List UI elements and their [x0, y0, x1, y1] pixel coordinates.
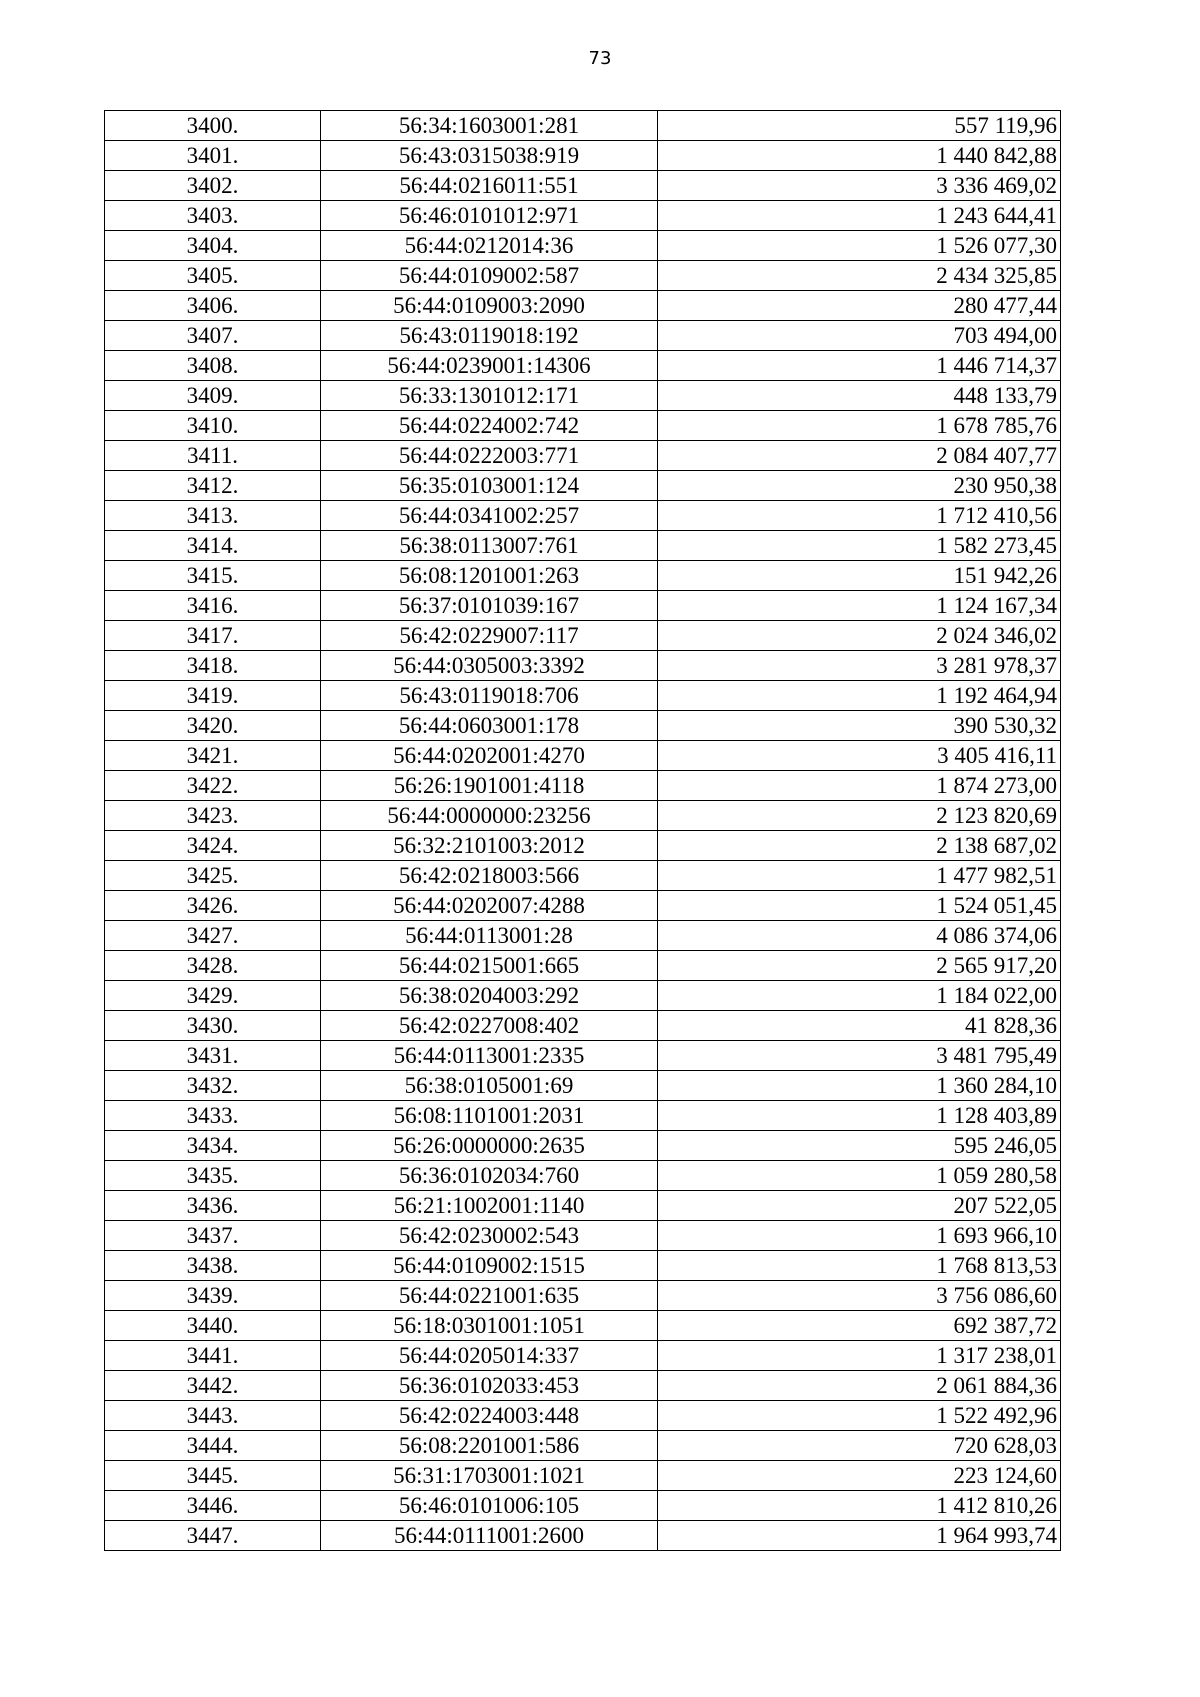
table-row [105, 801, 1061, 831]
cadastral-number-cell: 56:37:0101039:167 [321, 591, 658, 621]
table-row [105, 621, 1061, 651]
cadastral-number-cell: 56:36:0102033:453 [321, 1371, 658, 1401]
row-number-cell: 3400. [105, 111, 321, 141]
row-number-cell: 3442. [105, 1371, 321, 1401]
cadastral-value-cell: 280 477,44 [658, 291, 1061, 321]
table-row [105, 1191, 1061, 1221]
cadastral-number-cell: 56:44:0222003:771 [321, 441, 658, 471]
cadastral-value-cell: 557 119,96 [658, 111, 1061, 141]
cadastral-value-cell: 1 440 842,88 [658, 141, 1061, 171]
cadastral-value-cell: 2 565 917,20 [658, 951, 1061, 981]
row-number-cell: 3422. [105, 771, 321, 801]
cadastral-number-cell: 56:44:0215001:665 [321, 951, 658, 981]
table-row [105, 1521, 1061, 1551]
cadastral-number-cell: 56:44:0239001:14306 [321, 351, 658, 381]
row-number-cell: 3411. [105, 441, 321, 471]
row-number-cell: 3417. [105, 621, 321, 651]
cadastral-value-cell: 207 522,05 [658, 1191, 1061, 1221]
row-number-cell: 3440. [105, 1311, 321, 1341]
table-row [105, 681, 1061, 711]
cadastral-value-cell: 1 128 403,89 [658, 1101, 1061, 1131]
table-row [105, 1431, 1061, 1461]
cadastral-number-cell: 56:43:0315038:919 [321, 141, 658, 171]
cadastral-number-cell: 56:44:0221001:635 [321, 1281, 658, 1311]
cadastral-number-cell: 56:46:0101012:971 [321, 201, 658, 231]
table-row [105, 741, 1061, 771]
cadastral-value-cell: 3 481 795,49 [658, 1041, 1061, 1071]
cadastral-number-cell: 56:44:0205014:337 [321, 1341, 658, 1371]
cadastral-number-cell: 56:38:0204003:292 [321, 981, 658, 1011]
row-number-cell: 3436. [105, 1191, 321, 1221]
cadastral-value-cell: 390 530,32 [658, 711, 1061, 741]
cadastral-number-cell: 56:44:0111001:2600 [321, 1521, 658, 1551]
cadastral-value-cell: 1 768 813,53 [658, 1251, 1061, 1281]
cadastral-value-cell: 3 405 416,11 [658, 741, 1061, 771]
table-row [105, 771, 1061, 801]
cadastral-number-cell: 56:44:0341002:257 [321, 501, 658, 531]
table-row [105, 441, 1061, 471]
row-number-cell: 3438. [105, 1251, 321, 1281]
row-number-cell: 3431. [105, 1041, 321, 1071]
table-row [105, 1041, 1061, 1071]
table-row [105, 861, 1061, 891]
cadastral-value-cell: 223 124,60 [658, 1461, 1061, 1491]
row-number-cell: 3437. [105, 1221, 321, 1251]
row-number-cell: 3421. [105, 741, 321, 771]
cadastral-number-cell: 56:08:2201001:586 [321, 1431, 658, 1461]
table-row [105, 411, 1061, 441]
cadastral-number-cell: 56:42:0230002:543 [321, 1221, 658, 1251]
row-number-cell: 3407. [105, 321, 321, 351]
cadastral-value-cell: 1 964 993,74 [658, 1521, 1061, 1551]
row-number-cell: 3401. [105, 141, 321, 171]
cadastral-value-cell: 2 024 346,02 [658, 621, 1061, 651]
row-number-cell: 3414. [105, 531, 321, 561]
row-number-cell: 3416. [105, 591, 321, 621]
cadastral-number-cell: 56:36:0102034:760 [321, 1161, 658, 1191]
row-number-cell: 3447. [105, 1521, 321, 1551]
row-number-cell: 3402. [105, 171, 321, 201]
row-number-cell: 3426. [105, 891, 321, 921]
table-row [105, 1221, 1061, 1251]
row-number-cell: 3420. [105, 711, 321, 741]
table-row [105, 711, 1061, 741]
table-row [105, 321, 1061, 351]
cadastral-number-cell: 56:44:0000000:23256 [321, 801, 658, 831]
table-row [105, 1371, 1061, 1401]
cadastral-number-cell: 56:44:0202007:4288 [321, 891, 658, 921]
cadastral-number-cell: 56:43:0119018:706 [321, 681, 658, 711]
cadastral-number-cell: 56:44:0212014:36 [321, 231, 658, 261]
table-row [105, 1491, 1061, 1521]
cadastral-number-cell: 56:44:0603001:178 [321, 711, 658, 741]
cadastral-number-cell: 56:44:0109002:587 [321, 261, 658, 291]
cadastral-number-cell: 56:44:0305003:3392 [321, 651, 658, 681]
cadastral-number-cell: 56:33:1301012:171 [321, 381, 658, 411]
cadastral-value-cell: 1 712 410,56 [658, 501, 1061, 531]
row-number-cell: 3427. [105, 921, 321, 951]
cadastral-number-cell: 56:44:0109002:1515 [321, 1251, 658, 1281]
table-row [105, 1251, 1061, 1281]
table-row [105, 171, 1061, 201]
cadastral-value-cell: 1 317 238,01 [658, 1341, 1061, 1371]
cadastral-number-cell: 56:42:0224003:448 [321, 1401, 658, 1431]
cadastral-number-cell: 56:38:0105001:69 [321, 1071, 658, 1101]
cadastral-value-cell: 1 522 492,96 [658, 1401, 1061, 1431]
table-row [105, 1101, 1061, 1131]
cadastral-value-cell: 3 336 469,02 [658, 171, 1061, 201]
table-row [105, 381, 1061, 411]
cadastral-value-cell: 1 678 785,76 [658, 411, 1061, 441]
table-row [105, 831, 1061, 861]
cadastral-number-cell: 56:38:0113007:761 [321, 531, 658, 561]
row-number-cell: 3413. [105, 501, 321, 531]
cadastral-number-cell: 56:44:0109003:2090 [321, 291, 658, 321]
cadastral-value-cell: 1 059 280,58 [658, 1161, 1061, 1191]
cadastral-number-cell: 56:44:0113001:28 [321, 921, 658, 951]
row-number-cell: 3418. [105, 651, 321, 681]
cadastral-value-cell: 1 360 284,10 [658, 1071, 1061, 1101]
cadastral-number-cell: 56:21:1002001:1140 [321, 1191, 658, 1221]
cadastral-value-cell: 1 526 077,30 [658, 231, 1061, 261]
table-row [105, 231, 1061, 261]
row-number-cell: 3446. [105, 1491, 321, 1521]
cadastral-value-cell: 1 524 051,45 [658, 891, 1061, 921]
cadastral-value-cell: 448 133,79 [658, 381, 1061, 411]
table-row [105, 351, 1061, 381]
table-row [105, 111, 1061, 141]
row-number-cell: 3441. [105, 1341, 321, 1371]
cadastral-number-cell: 56:26:0000000:2635 [321, 1131, 658, 1161]
row-number-cell: 3406. [105, 291, 321, 321]
cadastral-value-table [104, 110, 1061, 1551]
cadastral-value-cell: 1 243 644,41 [658, 201, 1061, 231]
cadastral-value-cell: 1 693 966,10 [658, 1221, 1061, 1251]
cadastral-value-cell: 230 950,38 [658, 471, 1061, 501]
row-number-cell: 3409. [105, 381, 321, 411]
cadastral-value-cell: 703 494,00 [658, 321, 1061, 351]
cadastral-value-cell: 2 123 820,69 [658, 801, 1061, 831]
row-number-cell: 3445. [105, 1461, 321, 1491]
cadastral-number-cell: 56:42:0229007:117 [321, 621, 658, 651]
table-row [105, 591, 1061, 621]
cadastral-value-cell: 2 061 884,36 [658, 1371, 1061, 1401]
row-number-cell: 3425. [105, 861, 321, 891]
cadastral-number-cell: 56:31:1703001:1021 [321, 1461, 658, 1491]
row-number-cell: 3404. [105, 231, 321, 261]
row-number-cell: 3430. [105, 1011, 321, 1041]
cadastral-number-cell: 56:08:1101001:2031 [321, 1101, 658, 1131]
table-row [105, 1311, 1061, 1341]
row-number-cell: 3408. [105, 351, 321, 381]
cadastral-value-cell: 2 138 687,02 [658, 831, 1061, 861]
cadastral-value-cell: 1 477 982,51 [658, 861, 1061, 891]
table-row [105, 1461, 1061, 1491]
cadastral-value-cell: 3 281 978,37 [658, 651, 1061, 681]
row-number-cell: 3439. [105, 1281, 321, 1311]
row-number-cell: 3428. [105, 951, 321, 981]
cadastral-value-cell: 1 192 464,94 [658, 681, 1061, 711]
table-row [105, 1131, 1061, 1161]
cadastral-value-cell: 720 628,03 [658, 1431, 1061, 1461]
cadastral-value-cell: 41 828,36 [658, 1011, 1061, 1041]
cadastral-value-cell: 2 434 325,85 [658, 261, 1061, 291]
row-number-cell: 3415. [105, 561, 321, 591]
table-row [105, 261, 1061, 291]
row-number-cell: 3433. [105, 1101, 321, 1131]
row-number-cell: 3410. [105, 411, 321, 441]
table-row [105, 291, 1061, 321]
row-number-cell: 3435. [105, 1161, 321, 1191]
cadastral-number-cell: 56:34:1603001:281 [321, 111, 658, 141]
cadastral-value-cell: 1 582 273,45 [658, 531, 1061, 561]
cadastral-value-cell: 1 446 714,37 [658, 351, 1061, 381]
row-number-cell: 3434. [105, 1131, 321, 1161]
cadastral-number-cell: 56:32:2101003:2012 [321, 831, 658, 861]
row-number-cell: 3403. [105, 201, 321, 231]
table-row [105, 141, 1061, 171]
row-number-cell: 3432. [105, 1071, 321, 1101]
cadastral-number-cell: 56:46:0101006:105 [321, 1491, 658, 1521]
cadastral-value-cell: 2 084 407,77 [658, 441, 1061, 471]
cadastral-number-cell: 56:26:1901001:4118 [321, 771, 658, 801]
cadastral-number-cell: 56:44:0216011:551 [321, 171, 658, 201]
cadastral-value-cell: 1 874 273,00 [658, 771, 1061, 801]
table-row [105, 981, 1061, 1011]
table-row [105, 1341, 1061, 1371]
table-row [105, 921, 1061, 951]
row-number-cell: 3423. [105, 801, 321, 831]
cadastral-value-cell: 4 086 374,06 [658, 921, 1061, 951]
cadastral-number-cell: 56:08:1201001:263 [321, 561, 658, 591]
cadastral-value-cell: 595 246,05 [658, 1131, 1061, 1161]
table-row [105, 1401, 1061, 1431]
table-row [105, 1161, 1061, 1191]
table-body [105, 111, 1061, 1551]
row-number-cell: 3419. [105, 681, 321, 711]
row-number-cell: 3429. [105, 981, 321, 1011]
table-row [105, 561, 1061, 591]
table-row [105, 1071, 1061, 1101]
page-number: 73 [588, 48, 612, 69]
cadastral-value-cell: 1 412 810,26 [658, 1491, 1061, 1521]
cadastral-number-cell: 56:42:0227008:402 [321, 1011, 658, 1041]
row-number-cell: 3443. [105, 1401, 321, 1431]
row-number-cell: 3412. [105, 471, 321, 501]
cadastral-value-cell: 692 387,72 [658, 1311, 1061, 1341]
cadastral-value-cell: 1 124 167,34 [658, 591, 1061, 621]
table-row [105, 1011, 1061, 1041]
cadastral-value-cell: 151 942,26 [658, 561, 1061, 591]
table-row [105, 891, 1061, 921]
table-row [105, 201, 1061, 231]
cadastral-number-cell: 56:44:0202001:4270 [321, 741, 658, 771]
table-row [105, 501, 1061, 531]
cadastral-number-cell: 56:35:0103001:124 [321, 471, 658, 501]
table-row [105, 1281, 1061, 1311]
row-number-cell: 3444. [105, 1431, 321, 1461]
cadastral-number-cell: 56:44:0113001:2335 [321, 1041, 658, 1071]
cadastral-value-cell: 1 184 022,00 [658, 981, 1061, 1011]
table-row [105, 951, 1061, 981]
row-number-cell: 3424. [105, 831, 321, 861]
table-row [105, 531, 1061, 561]
row-number-cell: 3405. [105, 261, 321, 291]
cadastral-number-cell: 56:42:0218003:566 [321, 861, 658, 891]
table-row [105, 471, 1061, 501]
cadastral-number-cell: 56:43:0119018:192 [321, 321, 658, 351]
cadastral-number-cell: 56:44:0224002:742 [321, 411, 658, 441]
table-row [105, 651, 1061, 681]
cadastral-value-cell: 3 756 086,60 [658, 1281, 1061, 1311]
cadastral-number-cell: 56:18:0301001:1051 [321, 1311, 658, 1341]
